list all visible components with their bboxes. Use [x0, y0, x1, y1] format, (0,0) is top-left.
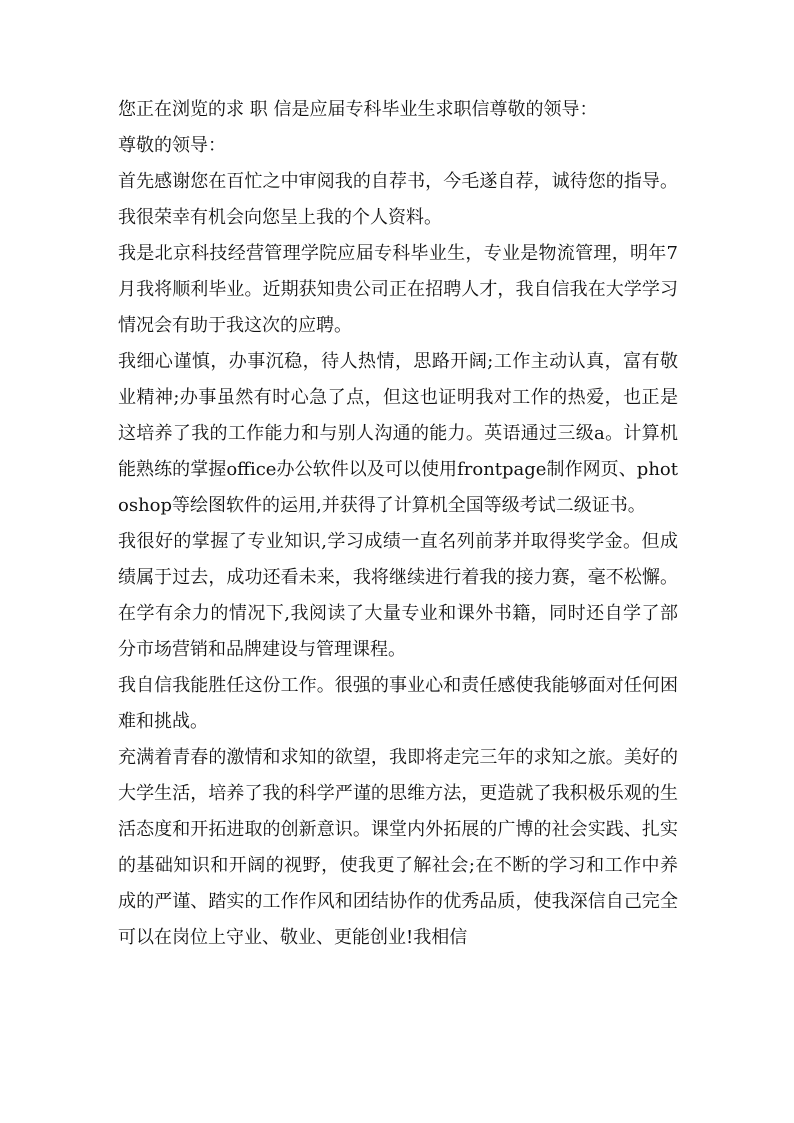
paragraph-university-life: 充满着青春的激情和求知的欲望，我即将走完三年的求知之旅。美好的大学生活，培养了我的科学严谨的思维方法，更造就了我积极乐观的生活态度和开拓进取的创新意识。课堂内外拓展的广博的社会实践、扎实的基础知识和开阔的视野，使我更了解社会;在不断的学习和工作中养成的严谨、踏实的工作作风和团结协作的优秀品质，使我深信自己完全可以在岗位上守业、敬业、更能创业!我相信 [118, 747, 678, 948]
letter-body [118, 92, 678, 956]
paragraph-introduction: 我是北京科技经营管理学院应届专科毕业生，专业是物流管理，明年7月我将顺利毕业。近期获知贵公司正在招聘人才，我自信我在大学学习情况会有助于我这次的应聘。 [118, 243, 678, 336]
paragraph-academics: 我很好的掌握了专业知识,学习成绩一直名列前茅并取得奖学金。但成绩属于过去，成功还看未来，我将继续进行着我的接力赛，毫不松懈。在学有余力的情况下,我阅读了大量专业和课外书籍，同时还自学了部分市场营销和品牌建设与管理课程。 [118, 531, 678, 660]
paragraph-thanks: 首先感谢您在百忙之中审阅我的自荐书，今毛遂自荐，诚待您的指导。我很荣幸有机会向您呈上我的个人资料。 [118, 171, 678, 228]
paragraph-confidence: 我自信我能胜任这份工作。很强的事业心和责任感使我能够面对任何困难和挑战。 [118, 675, 678, 732]
paragraph-personality-skills: 我细心谨慎，办事沉稳，待人热情，思路开阔;工作主动认真，富有敬业精神;办事虽然有时心急了点，但这也证明我对工作的热爱，也正是这培养了我的工作能力和与别人沟通的能力。英语通过三级a。计算机能熟练的掌握office办公软件以及可以使用frontpage制作网页、photoshop等绘图软件的运用,并获得了计算机全国等级考试二级证书。 [118, 351, 678, 516]
header-line: 您正在浏览的求 职 信是应届专科毕业生求职信尊敬的领导： [118, 99, 598, 120]
salutation: 尊敬的领导： [118, 135, 226, 156]
